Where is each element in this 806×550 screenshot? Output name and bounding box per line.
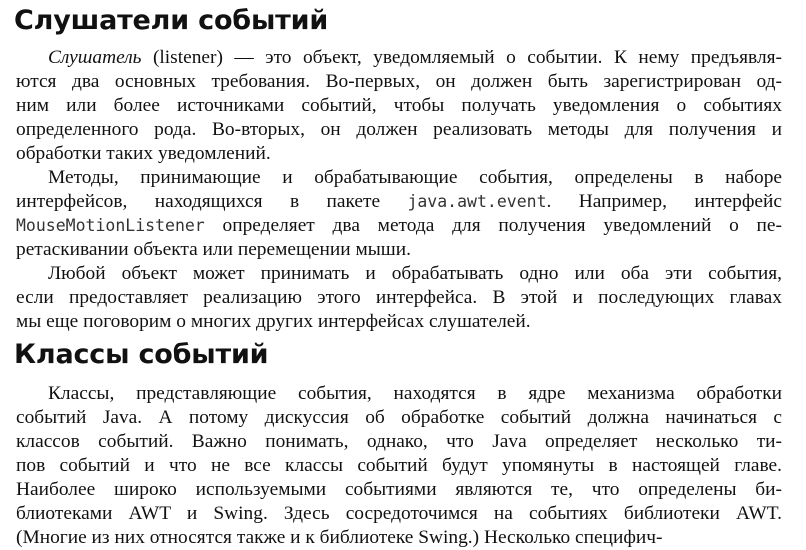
text-line: [16, 46, 782, 70]
text-line: [16, 118, 782, 142]
text-segment: ним или более источниками событий, чтобы получать уведомления о событиях: [16, 95, 782, 116]
paragraph: [16, 166, 782, 262]
text-line: [16, 454, 782, 478]
text-segment: обработки таких уведомлений.: [16, 143, 271, 164]
text-segment: классов событий. Важно понимать, однако, что Java определяет несколько ти-: [16, 431, 782, 452]
text-line: [16, 190, 782, 214]
text-segment: пов событий и что не все классы событий будут упомянуты в настоящей главе.: [16, 455, 782, 476]
text-line: [16, 502, 782, 526]
text-segment: блиотеками AWT и Swing. Здесь сосредоточимся на событиях библиотеки AWT.: [16, 503, 782, 524]
text-line: [16, 142, 782, 166]
text-segment: ретаскивании объекта или перемещении мыши.: [16, 239, 411, 260]
text-segment: Классы, представляющие события, находятся в ядре механизма обработки: [48, 383, 782, 404]
text-segment: (listener) — это объект, уведомляемый о событии. К нему предъявля-: [141, 47, 782, 68]
text-segment: определенного рода. Во-вторых, он должен реализовать методы для получения и: [16, 119, 782, 140]
paragraph: [16, 262, 782, 334]
text-line: [16, 382, 782, 406]
text-line: [16, 406, 782, 430]
text-line: [16, 262, 782, 286]
text-segment: . Например, интерфейс: [546, 191, 782, 212]
text-segment: интерфейсов, находящихся в пакете: [16, 191, 408, 212]
paragraph: [16, 382, 782, 550]
text-line: [16, 310, 782, 334]
text-segment: (Многие из них относятся также и к библиотеке Swing.) Несколько специфич-: [16, 527, 663, 548]
text-line: [16, 526, 782, 550]
code-identifier: java.awt.event: [407, 192, 547, 211]
text-line: [16, 430, 782, 454]
text-segment: Наиболее широко используемыми событиями являются те, что определены би-: [16, 479, 782, 500]
text-segment: событий Java. А потому дискуссия об обработке событий должна начинаться с: [16, 407, 782, 428]
section-heading-event-classes: Классы событий: [14, 339, 269, 370]
text-line: [16, 94, 782, 118]
text-segment: Методы, принимающие и обрабатывающие события, определены в наборе: [48, 167, 782, 188]
text-segment: если предоставляет реализацию этого интерфейса. В этой и последующих главах: [16, 287, 782, 308]
text-segment: мы еще поговорим о многих других интерфейсах слушателей.: [16, 311, 531, 332]
text-line: [16, 478, 782, 502]
text-line: [16, 286, 782, 310]
text-segment: определяет два метода для получения уведомлений о пе-: [204, 215, 782, 236]
paragraph: [16, 46, 782, 166]
text-segment: Любой объект может принимать и обрабатывать одно или оба эти события,: [48, 263, 782, 284]
code-identifier: MouseMotionListener: [16, 216, 205, 235]
term-italic: Слушатель: [48, 47, 142, 68]
text-segment: ются два основных требования. Во-первых, он должен быть зарегистрирован од-: [16, 71, 782, 92]
text-line: [16, 238, 782, 262]
text-line: [16, 70, 782, 94]
text-line: [16, 214, 782, 238]
section-heading-listeners: Слушатели событий: [14, 5, 329, 36]
text-line: [16, 166, 782, 190]
